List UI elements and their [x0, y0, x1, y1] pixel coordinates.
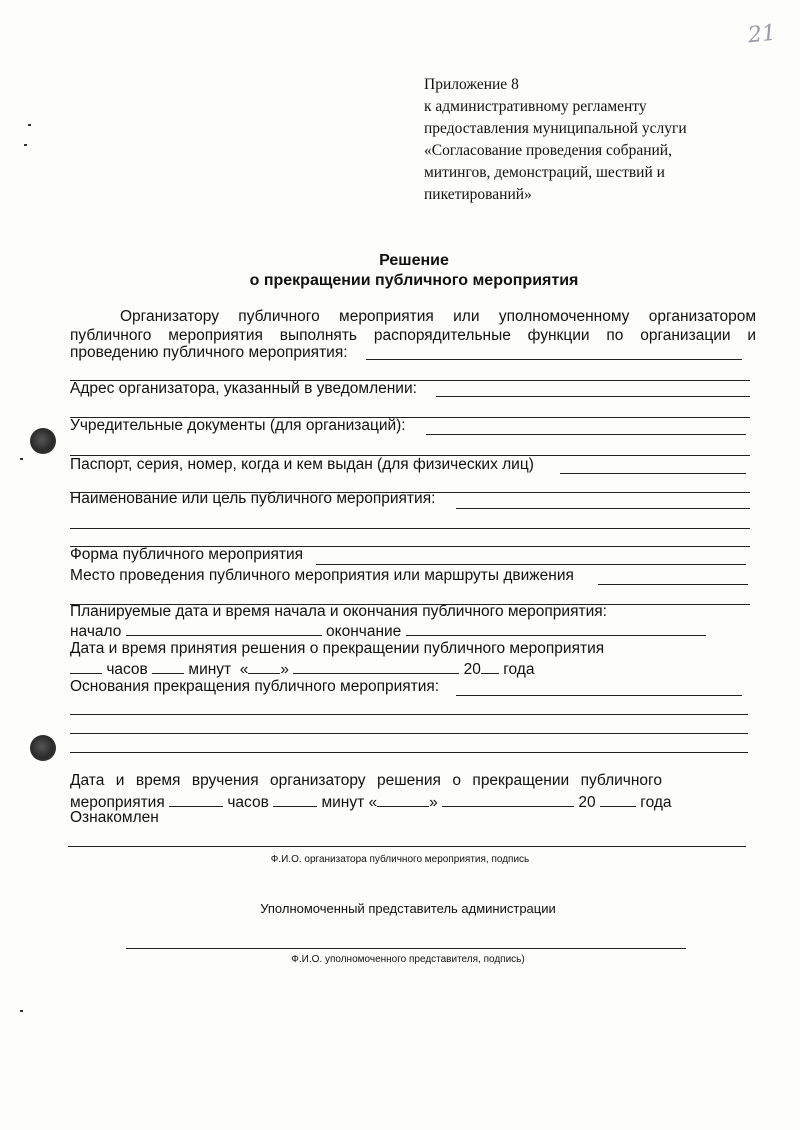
event-place-blank[interactable]: [598, 584, 748, 585]
end-label: окончание: [326, 623, 402, 640]
quote-close: »: [429, 794, 438, 811]
appendix-line: «Согласование проведения собраний,: [424, 142, 672, 159]
organizer-signature-line[interactable]: [68, 846, 746, 847]
quote-open: «: [368, 794, 378, 811]
decision-year-blank[interactable]: [481, 659, 499, 674]
passport-blank[interactable]: [560, 473, 746, 474]
year-prefix: 20: [578, 794, 596, 811]
representative-signature-caption: Ф.И.О. уполномоченного представителя, подпись): [291, 954, 525, 965]
grounds-blank-2[interactable]: [70, 714, 748, 715]
event-name-blank[interactable]: [456, 508, 750, 509]
scan-speck: [20, 1010, 23, 1012]
representative-signature-line[interactable]: [126, 948, 686, 949]
delivery-label-1: Дата и время вручения организатору решения о прекращении публичного: [70, 772, 662, 789]
handwritten-page-number: 21: [746, 20, 778, 49]
passport-label: Паспорт, серия, номер, когда и кем выдан (для физических лиц): [70, 456, 534, 473]
scan-speck: [20, 458, 23, 460]
document-title: Решение: [379, 252, 449, 269]
end-blank[interactable]: [406, 621, 706, 636]
decision-datetime-label: Дата и время принятия решения о прекращении публичного мероприятия: [70, 640, 605, 657]
organizer-signature-caption: Ф.И.О. организатора публичного мероприятия, подпись: [270, 854, 530, 865]
decision-day-blank[interactable]: [248, 659, 280, 674]
start-blank[interactable]: [126, 621, 322, 636]
decision-datetime-line: [70, 659, 756, 679]
delivery-day-blank[interactable]: [377, 792, 429, 807]
event-place-label: Место проведения публичного мероприятия или маршруты движения: [70, 567, 574, 584]
year-suffix: года: [503, 661, 535, 678]
quote-close: »: [280, 661, 290, 678]
minutes-label: минут: [188, 661, 232, 678]
punch-hole-bottom: [30, 735, 56, 761]
appendix-header: [424, 74, 764, 206]
decision-minutes-blank[interactable]: [152, 659, 184, 674]
document-subtitle: о прекращении публичного мероприятия: [249, 272, 579, 289]
organizer-blank[interactable]: [366, 359, 742, 360]
year-prefix: 20: [463, 661, 481, 678]
grounds-blank-3[interactable]: [70, 733, 748, 734]
event-form-label: Форма публичного мероприятия: [70, 546, 304, 563]
delivery-label-2: мероприятия: [70, 794, 165, 811]
punch-hole-top: [30, 428, 56, 454]
decision-month-blank[interactable]: [293, 659, 459, 674]
event-name-blank-2[interactable]: [70, 528, 750, 529]
intro-line-1: Организатору публичного мероприятия или уполномоченному организатором: [120, 308, 756, 325]
event-form-blank[interactable]: [316, 564, 746, 565]
hours-label: часов: [106, 661, 148, 678]
start-label: начало: [70, 623, 122, 640]
quote-open: «: [239, 661, 249, 678]
appendix-line: к административному регламенту: [424, 98, 647, 115]
admin-representative-label: Уполномоченный представитель администрации: [260, 901, 556, 916]
start-end-line: [70, 621, 756, 641]
grounds-blank[interactable]: [456, 695, 742, 696]
planned-dates-label: Планируемые дата и время начала и окончания публичного мероприятия:: [70, 603, 607, 620]
delivery-hours-blank[interactable]: [169, 792, 223, 807]
delivery-minutes-blank[interactable]: [273, 792, 317, 807]
grounds-label: Основания прекращения публичного мероприятия:: [70, 678, 440, 695]
delivery-minutes-label: минут: [321, 794, 365, 811]
appendix-line: предоставления муниципальной услуги: [424, 120, 687, 137]
delivery-month-blank[interactable]: [442, 792, 574, 807]
grounds-blank-4[interactable]: [70, 752, 748, 753]
event-name-label: Наименование или цель публичного мероприятия:: [70, 490, 436, 507]
intro-line-3: проведению публичного мероприятия:: [70, 344, 348, 361]
scan-speck: [28, 124, 31, 126]
constituent-docs-blank[interactable]: [426, 434, 746, 435]
intro-line-2: публичного мероприятия выполнять распорядительные функции по организации и: [70, 327, 756, 344]
appendix-line: пикетирований»: [424, 186, 532, 203]
appendix-line: митингов, демонстраций, шествий и: [424, 164, 665, 181]
address-blank[interactable]: [436, 396, 750, 397]
scan-speck: [24, 144, 27, 146]
acknowledged-label: Ознакомлен: [70, 809, 159, 826]
decision-hours-blank[interactable]: [70, 659, 102, 674]
address-label: Адрес организатора, указанный в уведомлении:: [70, 380, 417, 397]
delivery-hours-label: часов: [227, 794, 269, 811]
delivery-year-blank[interactable]: [600, 792, 636, 807]
appendix-line: Приложение 8: [424, 76, 519, 93]
constituent-docs-label: Учредительные документы (для организаций):: [70, 417, 406, 434]
year-suffix: года: [640, 794, 672, 811]
